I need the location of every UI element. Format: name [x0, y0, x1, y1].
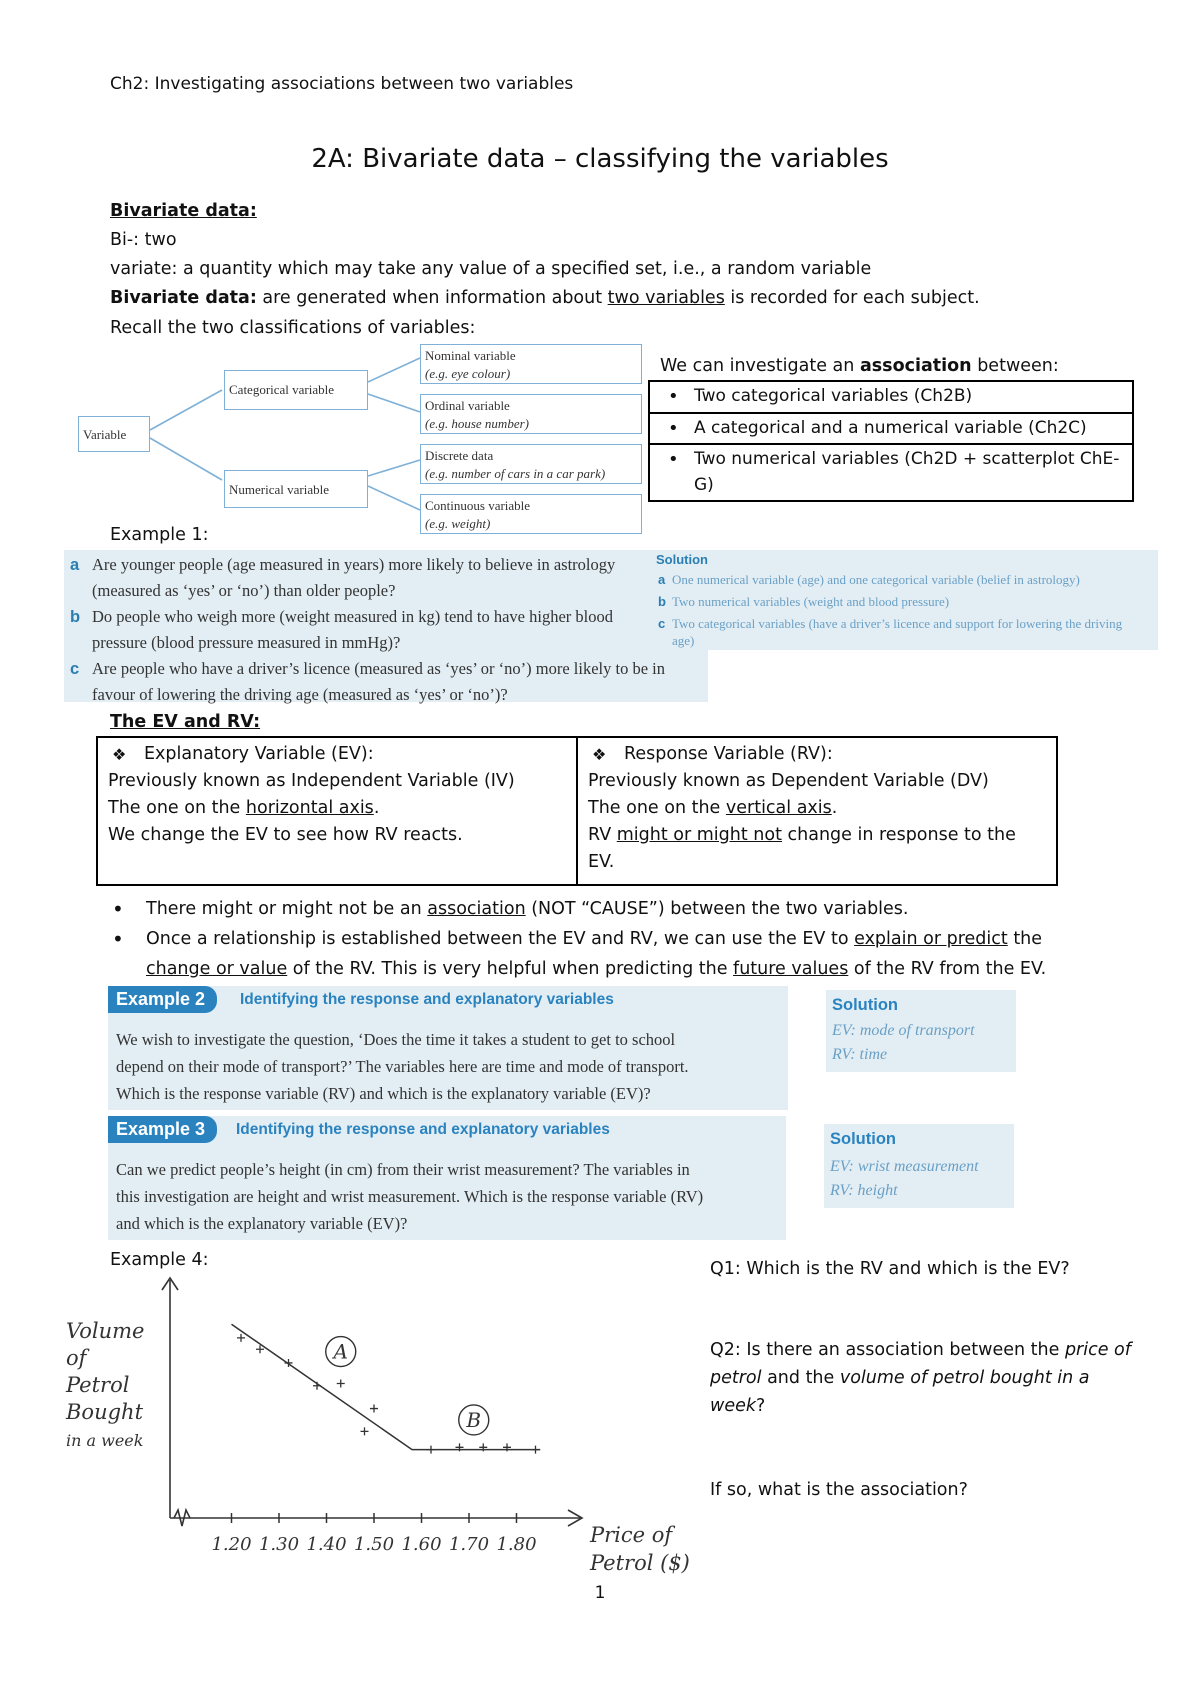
rv-line: Previously known as Dependent Variable (DV) [588, 771, 989, 791]
question-line: Do people who weigh more (weight measured in kg) tend to have higher blood [92, 607, 613, 626]
solution-label: Solution [832, 996, 898, 1014]
example4-q3: If so, what is the association? [710, 1480, 968, 1500]
solution-text: Two categorical variables (have a driver’s licence and support for lowering the driving [672, 616, 1123, 631]
association-intro [660, 356, 1059, 376]
solution-row [658, 616, 1123, 632]
page-number: 1 [594, 1583, 606, 1603]
example1-questions [64, 550, 708, 702]
q2-text-italic: volume of petrol bought in a week [710, 1368, 1090, 1416]
rv-text-underlined: vertical axis [725, 798, 832, 818]
bullet-text: There might or might not be an [146, 899, 428, 919]
diagram-nominal [420, 344, 642, 384]
rv-text: . [831, 798, 838, 818]
rv-cell [577, 737, 1057, 885]
x-tick-label: 1.40 [306, 1534, 347, 1555]
ev-text: The one on the [108, 798, 246, 818]
diagram-categorical: Categorical variable [224, 370, 368, 410]
rv-title: ❖ Response Variable (RV): [588, 741, 1046, 768]
data-point [427, 1446, 435, 1454]
evrv-heading: The EV and RV: [110, 712, 261, 732]
variate-definition: variate: a quantity which may take any value of a specified set, i.e., a random variable [110, 259, 872, 279]
bi-definition: Bi-: two [110, 230, 177, 250]
rv-text-underlined: might or might not [616, 825, 782, 845]
q2-text: ? [755, 1396, 766, 1416]
example3-title: Identifying the response and explanatory variables [236, 1121, 610, 1138]
continuous-example: (e.g. weight) [425, 515, 491, 531]
x-tick-label: 1.60 [401, 1534, 442, 1555]
ev-cell [97, 737, 577, 885]
question-line: (measured as ‘yes’ or ‘no’) than older people? [92, 581, 396, 600]
solution-label: Solution [656, 552, 708, 567]
bullet-text-underlined: association [427, 899, 526, 919]
solution-text: RV: height [830, 1182, 898, 1199]
solution-text: EV: mode of transport [832, 1022, 975, 1039]
assoc-intro-1: We can investigate an [660, 356, 860, 376]
evrv-table [96, 736, 1058, 886]
diagram-continuous [420, 494, 642, 534]
bivariate-definition-label: Bivariate data: [110, 288, 257, 308]
annotation-label: B [466, 1407, 482, 1432]
solution-text: age) [672, 633, 695, 648]
question-line: Are people who have a driver’s licence (measured as ‘yes’ or ‘no’) more likely to be in [92, 659, 665, 678]
question-line: pressure (blood pressure measured in mmHg)? [92, 633, 401, 652]
bullet-relationship [146, 924, 1076, 984]
data-point [361, 1427, 369, 1435]
annotation-label: A [333, 1339, 348, 1364]
example2-title: Identifying the response and explanatory variables [240, 991, 614, 1008]
q2-text-italic: price of petrol [710, 1340, 1131, 1388]
bullet-text: (NOT “CAUSE”) between the two variables. [525, 899, 909, 919]
solution-letter: a [658, 572, 666, 587]
y-axis-label: Bought [66, 1400, 144, 1424]
nominal-example: (e.g. eye colour) [425, 365, 511, 381]
assoc-intro-bold: association [859, 356, 972, 376]
assoc-intro-2: between: [971, 356, 1059, 376]
def-text-underlined: two variables [607, 288, 725, 308]
chart-axes [162, 1278, 582, 1526]
def-text-2: is recorded for each subject. [724, 288, 980, 308]
rv-text: RV [588, 825, 617, 845]
bullet-text-underlined: explain or predict [854, 929, 1008, 949]
bullet-association [146, 894, 1076, 924]
example1-question-b [70, 604, 702, 656]
q2-label: Q2: [710, 1340, 741, 1360]
association-item: • Two categorical variables (Ch2B) [649, 381, 1133, 413]
rv-line [588, 822, 1046, 876]
solution-text: One numerical variable (age) and one categorical variable (belief in astrology) [672, 572, 1080, 587]
data-point [313, 1382, 321, 1390]
bivariate-definition [110, 288, 980, 308]
trend-line [232, 1324, 541, 1449]
question-letter: a [70, 556, 80, 574]
recall-line: Recall the two classifications of variables: [110, 318, 476, 338]
discrete-example: (e.g. number of cars in a car park) [425, 465, 606, 481]
example2-line: Which is the response variable (RV) and which is the explanatory variable (EV)? [116, 1084, 651, 1103]
solution-text: EV: wrist measurement [830, 1158, 979, 1175]
bullet-text-underlined: change or value [146, 959, 288, 979]
bivariate-heading: Bivariate data: [110, 201, 257, 221]
solution-text: Two numerical variables (weight and blood pressure) [672, 594, 950, 609]
y-axis-label: Volume [66, 1319, 145, 1343]
solution-label: Solution [830, 1130, 896, 1148]
solution-row [658, 594, 950, 610]
solution-row [658, 572, 1080, 588]
ev-line [108, 795, 566, 822]
diagram-variable: Variable [78, 416, 150, 452]
example3-solution [824, 1124, 1014, 1208]
ev-line: We change the EV to see how RV reacts. [108, 825, 463, 845]
example3-box [108, 1116, 786, 1240]
example3-line: and which is the explanatory variable (EV)? [116, 1214, 408, 1233]
petrol-sketch-chart [60, 1270, 700, 1610]
association-item: • A categorical and a numerical variable (Ch2C) [649, 413, 1133, 445]
bullet-text: the [1007, 929, 1043, 949]
q1-text: Which is the RV and which is the EV? [740, 1259, 1070, 1279]
association-item: • Two numerical variables (Ch2D + scatterplot ChE-G) [649, 444, 1133, 501]
data-point [337, 1379, 345, 1387]
bullet-text-underlined: future values [733, 959, 849, 979]
example1-question-a [70, 552, 702, 604]
question-line: Are younger people (age measured in years) more likely to believe in astrology [92, 555, 616, 574]
solution-text: RV: time [832, 1046, 888, 1063]
q1-label: Q1: [710, 1259, 741, 1279]
example3-line: Can we predict people’s height (in cm) from their wrist measurement? The variables in [116, 1160, 690, 1179]
example2-line: We wish to investigate the question, ‘Does the time it takes a student to get to school [116, 1030, 676, 1049]
example3-line: this investigation are height and wrist measurement. Which is the response variable (RV) [116, 1187, 704, 1206]
bullet-text: Once a relationship is established between the EV and RV, we can use the EV to [146, 929, 855, 949]
rv-text: The one on the [588, 798, 726, 818]
y-axis-label: of [66, 1346, 87, 1370]
x-axis-label: Petrol ($) [590, 1551, 690, 1575]
example2-box [108, 986, 788, 1110]
x-axis-label: Price of [590, 1523, 673, 1547]
example4-q2 [710, 1336, 1140, 1420]
y-axis-label: Petrol [66, 1373, 130, 1397]
discrete-label: Discrete data [425, 448, 494, 463]
question-letter: c [70, 660, 80, 678]
nominal-label: Nominal variable [425, 348, 516, 363]
data-point [237, 1334, 245, 1342]
example1-label: Example 1: [110, 525, 209, 545]
solution-row [672, 633, 694, 649]
example2-solution [826, 990, 1016, 1072]
x-tick-label: 1.80 [496, 1534, 537, 1555]
ordinal-example: (e.g. house number) [425, 415, 529, 431]
page-header: Ch2: Investigating associations between two variables [110, 74, 574, 94]
ev-text-underlined: horizontal axis [245, 798, 374, 818]
rv-line [588, 795, 1046, 822]
solution-letter: c [658, 616, 666, 631]
example4-q1 [710, 1255, 1140, 1283]
example2-tag: Example 2 [108, 986, 217, 1013]
rv-text: change in response to the EV. [588, 825, 1016, 872]
diagram-discrete [420, 444, 642, 484]
q2-text: and the [761, 1368, 840, 1388]
x-tick-label: 1.20 [211, 1534, 252, 1555]
example3-tag: Example 3 [108, 1116, 217, 1143]
diagram-ordinal [420, 394, 642, 434]
ev-text: . [373, 798, 380, 818]
bullet-text: of the RV from the EV. [848, 959, 1047, 979]
bullet-text: of the RV. This is very helpful when predicting the [287, 959, 734, 979]
x-tick-label: 1.30 [258, 1534, 300, 1555]
y-axis-label: in a week [66, 1431, 144, 1450]
def-text-1: are generated when information about [256, 288, 608, 308]
example4-label: Example 4: [110, 1250, 209, 1270]
q2-text: Is there an association between the [740, 1340, 1065, 1360]
example1-solution [652, 550, 1158, 650]
diagram-numerical: Numerical variable [224, 470, 368, 508]
ev-title: ❖ Explanatory Variable (EV): [108, 741, 566, 768]
continuous-label: Continuous variable [425, 498, 531, 513]
ordinal-label: Ordinal variable [425, 398, 510, 413]
x-tick-label: 1.50 [353, 1534, 395, 1555]
data-point [532, 1446, 540, 1454]
solution-letter: b [658, 594, 666, 609]
question-line: favour of lowering the driving age (measured as ‘yes’ or ‘no’)? [92, 685, 508, 704]
page-title: 2A: Bivariate data – classifying the variables [311, 144, 889, 174]
ev-line: Previously known as Independent Variable (IV) [108, 771, 515, 791]
example1-question-c [70, 656, 702, 708]
example2-line: depend on their mode of transport?’ The variables here are time and mode of transport. [116, 1057, 689, 1076]
question-letter: b [70, 608, 81, 626]
data-point [370, 1405, 378, 1413]
x-tick-label: 1.70 [448, 1534, 490, 1555]
association-table [648, 380, 1134, 502]
